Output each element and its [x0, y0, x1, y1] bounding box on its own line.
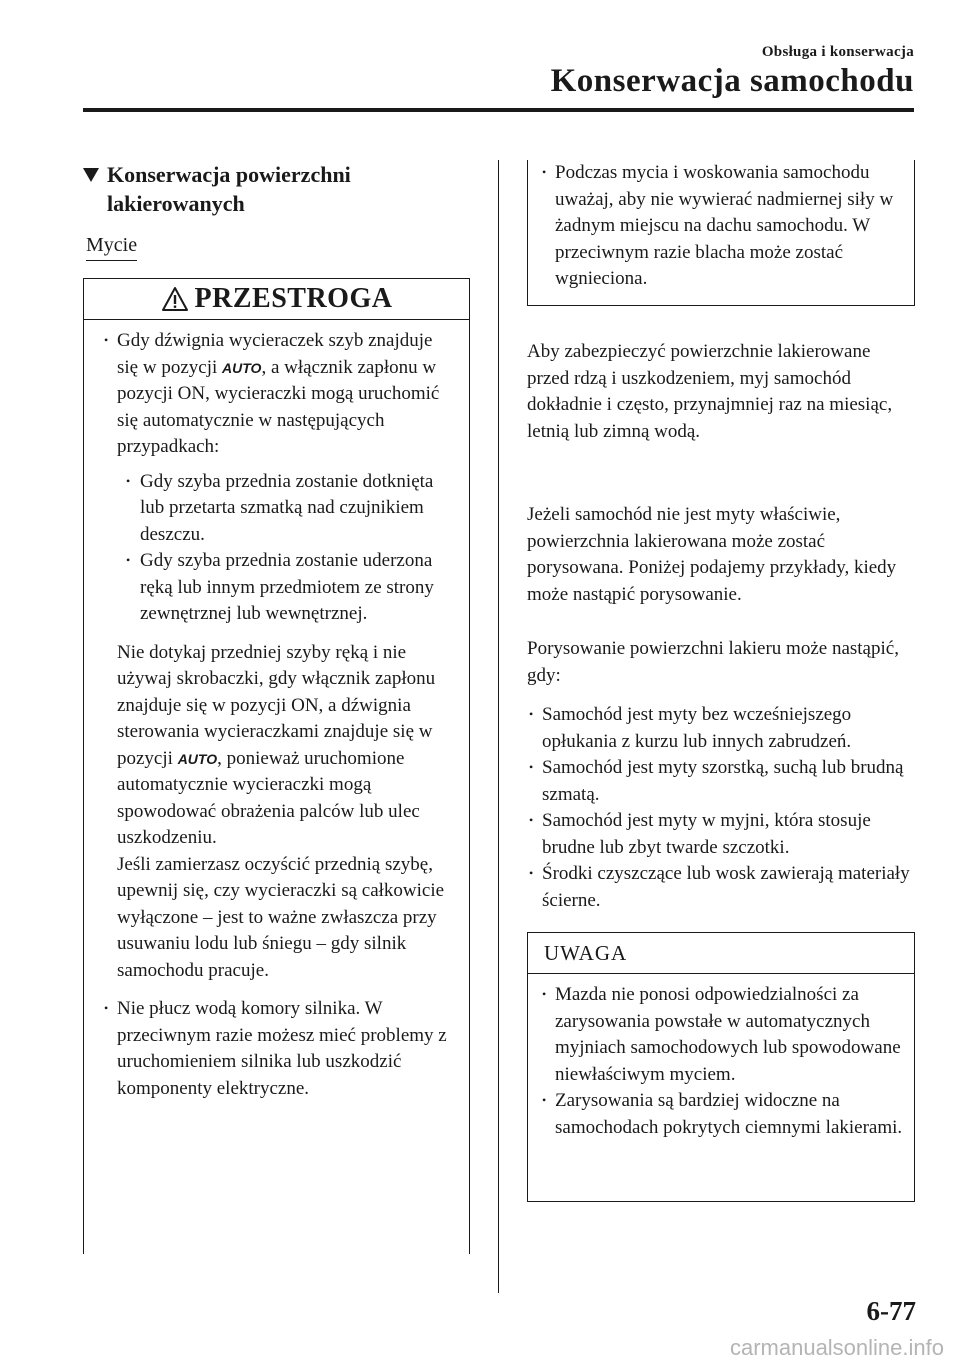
caution-body [84, 320, 469, 1102]
list-item: • Samochód jest myty szorstką, suchą lub brudną szmatą. [527, 755, 917, 808]
note-body [528, 974, 914, 1141]
page-title: Konserwacja samochodu [550, 63, 914, 99]
note-item: • Zarysowania są bardziej widoczne na samochodach pokrytych ciemnymi lakierami. [540, 1088, 904, 1141]
caution-subbullet-1: • Gdy szyba przednia zostanie dotknięta lub przetarta szmatką nad czujnikiem deszczu. [122, 469, 457, 549]
caution-box [83, 278, 470, 1254]
section-heading [83, 160, 463, 218]
caution-title: PRZESTROGA [194, 283, 393, 314]
paragraph-2: Jeżeli samochód nie jest myty właściwie, powierzchnia lakierowana może zostać porysowana. Poniżej podajemy przykłady, kiedy może nastąpić porysowanie. [527, 504, 897, 605]
caution-bullet-1 [102, 328, 457, 461]
text-run: , ponieważ uruchomione automatycznie wycieraczki mogą spowodować obrażenia palców lub ulec uszkodzeniu. [117, 747, 420, 848]
paragraph-1: Aby zabezpieczyć powierzchnie lakierowane przed rdzą i uszkodzeniem, myj samochód dokładnie i często, przynajmniej raz na miesiąc, letnią lub zimną wodą. [527, 341, 893, 442]
column-divider [498, 160, 499, 1293]
caution-bullet-3: • Podczas mycia i woskowania samochodu uważaj, aby nie wywierać nadmiernej siły w żadnym miejscu na dachu samochodu. W przeciwnym razie blacha może zostać wgnieciona. [540, 160, 904, 293]
subheading: Mycie [86, 232, 137, 261]
text-run: , a włącznik zapłonu w pozycji ON, wycieraczki mogą uruchomić się automatycznie w następujących przypadkach: [117, 356, 440, 457]
watermark: carmanualsonline.info [729, 1335, 944, 1360]
note-item: • Mazda nie ponosi odpowiedzialności za zarysowania powstałe w automatycznych myjniach samochodowych lub spowodowane niewłaściwym myciem. [540, 982, 904, 1088]
caution-header [84, 279, 469, 320]
caution-paragraph-2: Jeśli zamierzasz oczyścić przednią szybę, upewnij się, czy wycieraczki są całkowicie wyłączone – jest to ważne zwłaszcza przy usuwaniu lodu lub śniegu – gdy silnik samochodu pracuje. [117, 853, 445, 981]
caution-subbullet-2: • Gdy szyba przednia zostanie uderzona ręką lub innym przedmiotem ze strony zewnętrznej lub wewnętrznej. [122, 548, 457, 628]
note-title: UWAGA [528, 933, 914, 974]
list-item: • Samochód jest myty bez wcześniejszego opłukania z kurzu lub innych zabrudzeń. [527, 702, 917, 755]
auto-mark: AUTO [177, 750, 218, 767]
list-item: • Samochód jest myty w myjni, która stosuje brudne lub zbyt twarde szczotki. [527, 808, 917, 861]
note-box [527, 932, 915, 1202]
text-run: Nie dotykaj przedniej szyby ręką i nie używaj skrobaczki, gdy włącznik zapłonu znajduje się w pozycji ON, a dźwignia sterowania wycieraczkami znajduje się w pozycji [117, 641, 436, 769]
auto-mark: AUTO [222, 359, 262, 376]
caution-bullet-2: • Nie płucz wodą komory silnika. W przeciwnym razie możesz mieć problemy z uruchomieniem silnika lub uszkodzić komponenty elektryczne. [102, 996, 457, 1102]
scratch-list [527, 702, 917, 914]
header-rule [83, 108, 914, 112]
text-run: Gdy dźwignia wycieraczek szyb znajduje się w pozycji [117, 330, 433, 378]
section-heading-text: Konserwacja powierzchni lakierowanych [107, 162, 351, 216]
caution-continuation-box [527, 160, 915, 306]
down-triangle-icon [83, 168, 99, 182]
warning-triangle-icon [161, 286, 189, 312]
caution-paragraph-1 [102, 640, 457, 852]
list-item: • Środki czyszczące lub wosk zawierają materiały ścierne. [527, 861, 917, 914]
paragraph-3: Porysowanie powierzchni lakieru może nastąpić, gdy: [527, 638, 899, 686]
page-number: 6-77 [866, 1296, 916, 1326]
header-section-label: Obsługa i konserwacja [761, 44, 914, 60]
